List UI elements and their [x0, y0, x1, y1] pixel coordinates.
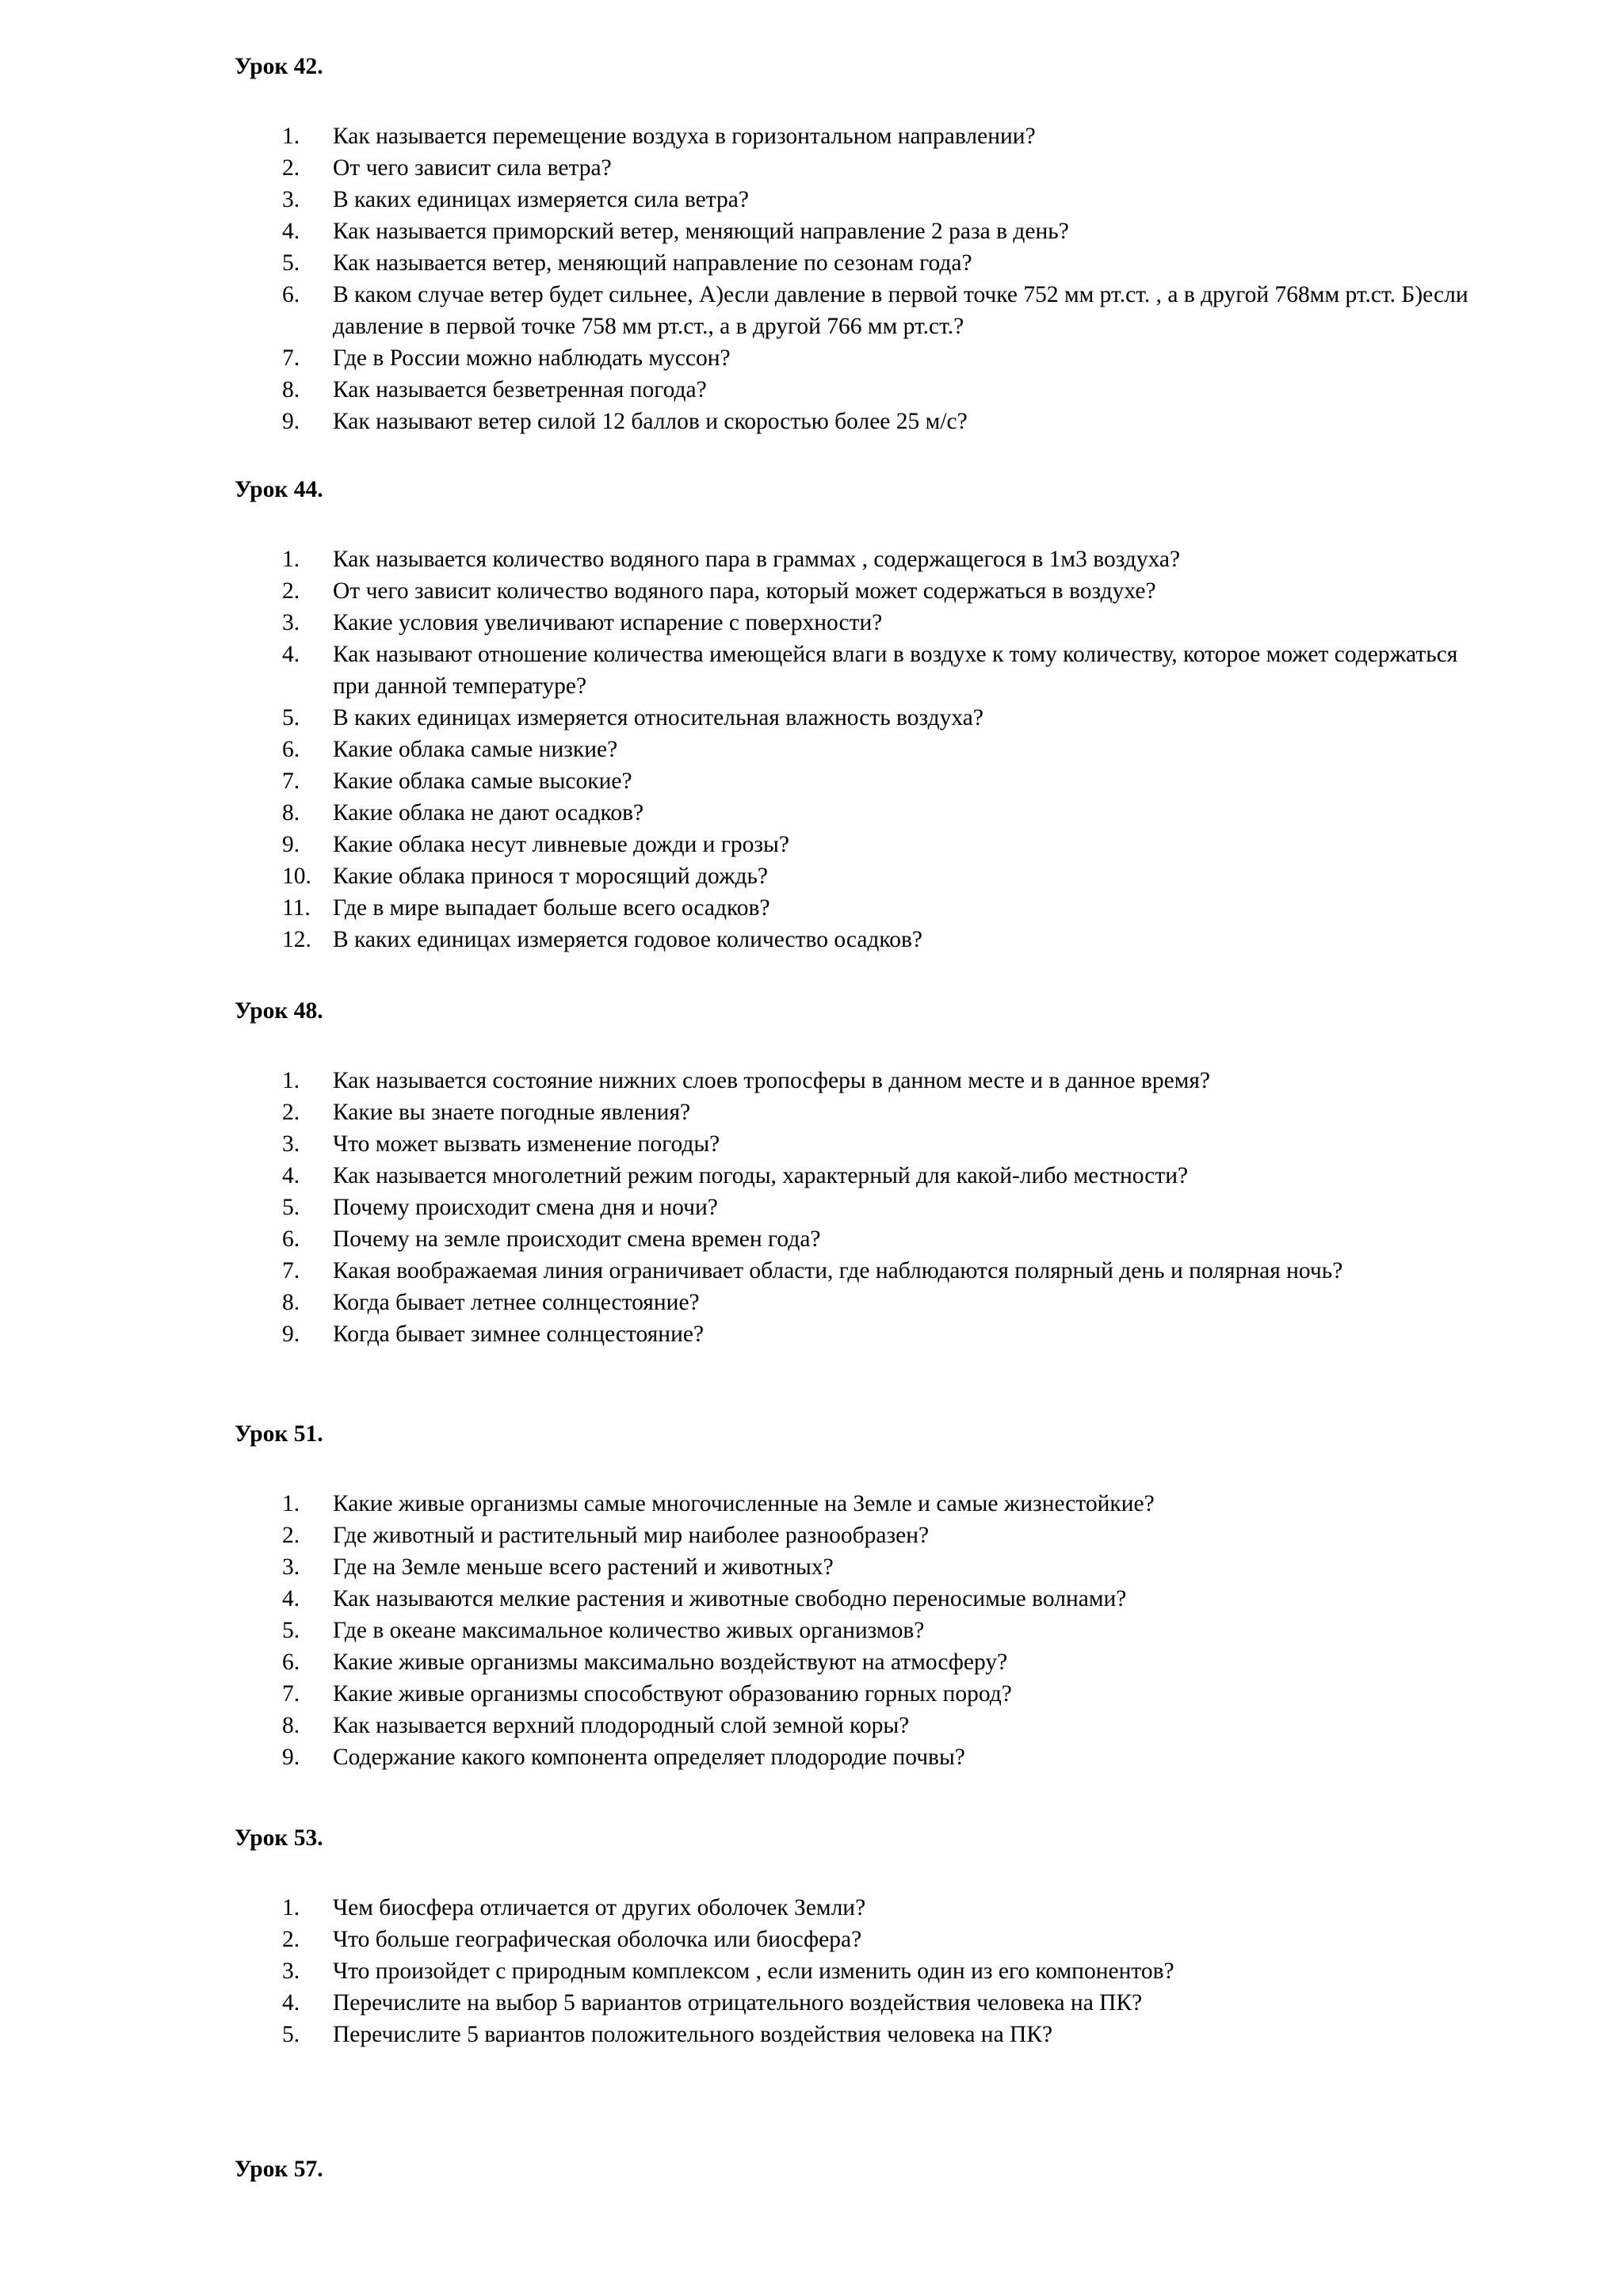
question-number: 12. — [282, 927, 311, 952]
question-item — [235, 1128, 1471, 1160]
question-item — [235, 1223, 1471, 1255]
question-text: Перечислите на выбор 5 вариантов отрицательного воздействия человека на ПК? — [333, 1990, 1143, 2016]
question-text: Какие живые организмы максимально воздействуют на атмосферу? — [333, 1650, 1008, 1675]
question-number: 7. — [282, 345, 300, 371]
question-text: Где в России можно наблюдать муссон? — [333, 345, 731, 371]
question-text: Где на Земле меньше всего растений и животных? — [333, 1554, 834, 1580]
question-text: Где в океане максимальное количество живых организмов? — [333, 1618, 925, 1643]
question-item — [235, 1955, 1471, 1987]
question-text: Какие облака самые высокие? — [333, 769, 632, 794]
question-list — [235, 1065, 1471, 1350]
question-list — [235, 1892, 1471, 2050]
question-item — [235, 575, 1471, 607]
question-text: Когда бывает летнее солнцестояние? — [333, 1290, 700, 1315]
question-text: Что больше географическая оболочка или биосфера? — [333, 1927, 862, 1952]
question-number: 5. — [282, 705, 300, 730]
question-text: От чего зависит сила ветра? — [333, 155, 612, 181]
question-text: Как называют ветер силой 12 баллов и скоростью более 25 м/с? — [333, 409, 968, 434]
question-number: 1. — [282, 547, 300, 572]
question-item — [235, 607, 1471, 639]
question-text: Когда бывает зимнее солнцестояние? — [333, 1322, 705, 1347]
question-text: В каких единицах измеряется сила ветра? — [333, 187, 749, 212]
question-number: 9. — [282, 1322, 300, 1347]
question-text: Где в мире выпадает больше всего осадков? — [333, 895, 770, 921]
question-item — [235, 1520, 1471, 1551]
question-item — [235, 1287, 1471, 1318]
question-item — [235, 1741, 1471, 1773]
question-number: 7. — [282, 1681, 300, 1707]
question-number: 1. — [282, 1895, 300, 1920]
question-number: 7. — [282, 1258, 300, 1283]
question-text: Как называется перемещение воздуха в горизонтальном направлении? — [333, 124, 1036, 149]
question-item — [235, 765, 1471, 797]
question-number: 3. — [282, 1554, 300, 1580]
question-number: 2. — [282, 1927, 300, 1952]
question-text: В каких единицах измеряется относительная влажность воздуха? — [333, 705, 983, 730]
question-number: 6. — [282, 1650, 300, 1675]
question-number: 3. — [282, 1958, 300, 1984]
question-text: Как называют отношение количества имеющейся влаги в воздухе к тому количеству, которое может содержаться при данной температуре? — [333, 642, 1458, 699]
question-text: Какие облака принося т моросящий дождь? — [333, 864, 769, 889]
question-number: 3. — [282, 187, 300, 212]
question-number: 5. — [282, 2022, 300, 2047]
question-number: 8. — [282, 1713, 300, 1738]
question-number: 1. — [282, 124, 300, 149]
question-item — [235, 702, 1471, 734]
question-number: 4. — [282, 1163, 300, 1188]
question-item — [235, 924, 1471, 955]
question-text: Как называется приморский ветер, меняющий направление 2 раза в день? — [333, 219, 1069, 244]
question-text: Перечислите 5 вариантов положительного воздействия человека на ПК? — [333, 2022, 1053, 2047]
question-number: 1. — [282, 1491, 300, 1516]
question-text: Какие облака не дают осадков? — [333, 800, 644, 826]
question-item — [235, 639, 1471, 702]
question-item — [235, 406, 1471, 437]
question-item — [235, 1646, 1471, 1678]
question-number: 6. — [282, 1226, 300, 1252]
question-item — [235, 1488, 1471, 1520]
question-item — [235, 1583, 1471, 1615]
question-number: 2. — [282, 155, 300, 181]
question-number: 4. — [282, 1990, 300, 2016]
question-number: 3. — [282, 1131, 300, 1157]
question-text: Как называются мелкие растения и животные свободно переносимые волнами? — [333, 1586, 1127, 1611]
question-list — [235, 543, 1471, 955]
question-item — [235, 1987, 1471, 2019]
question-item — [235, 860, 1471, 892]
question-item — [235, 120, 1471, 152]
question-number: 4. — [282, 642, 300, 667]
question-item — [235, 1551, 1471, 1583]
question-number: 4. — [282, 219, 300, 244]
question-text: Какие живые организмы способствуют образованию горных пород? — [333, 1681, 1012, 1707]
question-text: Какие облака несут ливневые дожди и грозы? — [333, 832, 789, 857]
question-text: Какие вы знаете погодные явления? — [333, 1100, 691, 1125]
question-list — [235, 120, 1471, 437]
question-number: 8. — [282, 800, 300, 826]
question-number: 9. — [282, 1745, 300, 1770]
question-number: 4. — [282, 1586, 300, 1611]
question-text: Какая воображаемая линия ограничивает области, где наблюдаются полярный день и полярная ночь? — [333, 1258, 1343, 1283]
question-number: 10. — [282, 864, 311, 889]
question-number: 6. — [282, 282, 300, 307]
lesson-title: Урок 51. — [235, 1421, 323, 1447]
question-item — [235, 1065, 1471, 1097]
question-text: Как называется безветренная погода? — [333, 377, 707, 402]
question-text: В каком случае ветер будет сильнее, А)если давление в первой точке 752 мм рт.ст. , а в другой 768мм рт.ст. Б)если давление в первой точке 758 мм рт.ст., а в другой 766 мм рт.ст.? — [333, 282, 1468, 339]
question-number: 2. — [282, 578, 300, 604]
question-item — [235, 342, 1471, 374]
question-number: 1. — [282, 1068, 300, 1093]
question-item — [235, 247, 1471, 279]
question-text: Как называется состояние нижних слоев тропосферы в данном месте и в данное время? — [333, 1068, 1211, 1093]
question-number: 8. — [282, 1290, 300, 1315]
question-item — [235, 152, 1471, 184]
question-text: Чем биосфера отличается от других оболочек Земли? — [333, 1895, 866, 1920]
question-item — [235, 1160, 1471, 1192]
question-text: Какие живые организмы самые многочисленные на Земле и самые жизнестойкие? — [333, 1491, 1155, 1516]
question-item — [235, 279, 1471, 342]
question-item — [235, 184, 1471, 215]
question-item — [235, 1924, 1471, 1955]
question-item — [235, 829, 1471, 860]
question-number: 5. — [282, 1618, 300, 1643]
question-list — [235, 1488, 1471, 1773]
question-number: 2. — [282, 1100, 300, 1125]
question-item — [235, 374, 1471, 406]
question-text: Как называется многолетний режим погоды, характерный для какой-либо местности? — [333, 1163, 1189, 1188]
question-number: 9. — [282, 832, 300, 857]
question-text: В каких единицах измеряется годовое количество осадков? — [333, 927, 923, 952]
question-text: Какие облака самые низкие? — [333, 737, 618, 762]
question-item — [235, 1097, 1471, 1128]
question-item — [235, 2019, 1471, 2050]
question-number: 8. — [282, 377, 300, 402]
question-item — [235, 1192, 1471, 1223]
question-item — [235, 1892, 1471, 1924]
question-item — [235, 1615, 1471, 1646]
question-number: 7. — [282, 769, 300, 794]
question-item — [235, 1318, 1471, 1350]
question-number: 9. — [282, 409, 300, 434]
lesson-title: Урок 48. — [235, 998, 323, 1024]
question-text: Почему на земле происходит смена времен года? — [333, 1226, 821, 1252]
lesson-title: Урок 42. — [235, 54, 323, 79]
question-text: Что произойдет с природным комплексом , если изменить один из его компонентов? — [333, 1958, 1174, 1984]
question-item — [235, 1710, 1471, 1741]
question-item — [235, 1255, 1471, 1287]
question-text: Где животный и растительный мир наиболее разнообразен? — [333, 1523, 930, 1548]
question-number: 6. — [282, 737, 300, 762]
question-text: Какие условия увеличивают испарение с поверхности? — [333, 610, 883, 635]
question-number: 2. — [282, 1523, 300, 1548]
question-number: 5. — [282, 250, 300, 276]
lesson-title: Урок 57. — [235, 2157, 323, 2182]
question-item — [235, 1678, 1471, 1710]
question-number: 11. — [282, 895, 311, 921]
question-text: Почему происходит смена дня и ночи? — [333, 1195, 718, 1220]
question-item — [235, 797, 1471, 829]
lesson-title: Урок 53. — [235, 1825, 323, 1851]
question-number: 5. — [282, 1195, 300, 1220]
question-text: Что может вызвать изменение погоды? — [333, 1131, 720, 1157]
question-text: Как называется ветер, меняющий направление по сезонам года? — [333, 250, 972, 276]
question-item — [235, 543, 1471, 575]
lesson-title: Урок 44. — [235, 477, 323, 502]
question-item — [235, 892, 1471, 924]
question-text: Как называется верхний плодородный слой земной коры? — [333, 1713, 910, 1738]
question-item — [235, 734, 1471, 765]
question-text: От чего зависит количество водяного пара, который может содержаться в воздухе? — [333, 578, 1156, 604]
question-number: 3. — [282, 610, 300, 635]
question-item — [235, 215, 1471, 247]
question-text: Содержание какого компонента определяет плодородие почвы? — [333, 1745, 965, 1770]
question-text: Как называется количество водяного пара в граммах , содержащегося в 1м3 воздуха? — [333, 547, 1181, 572]
